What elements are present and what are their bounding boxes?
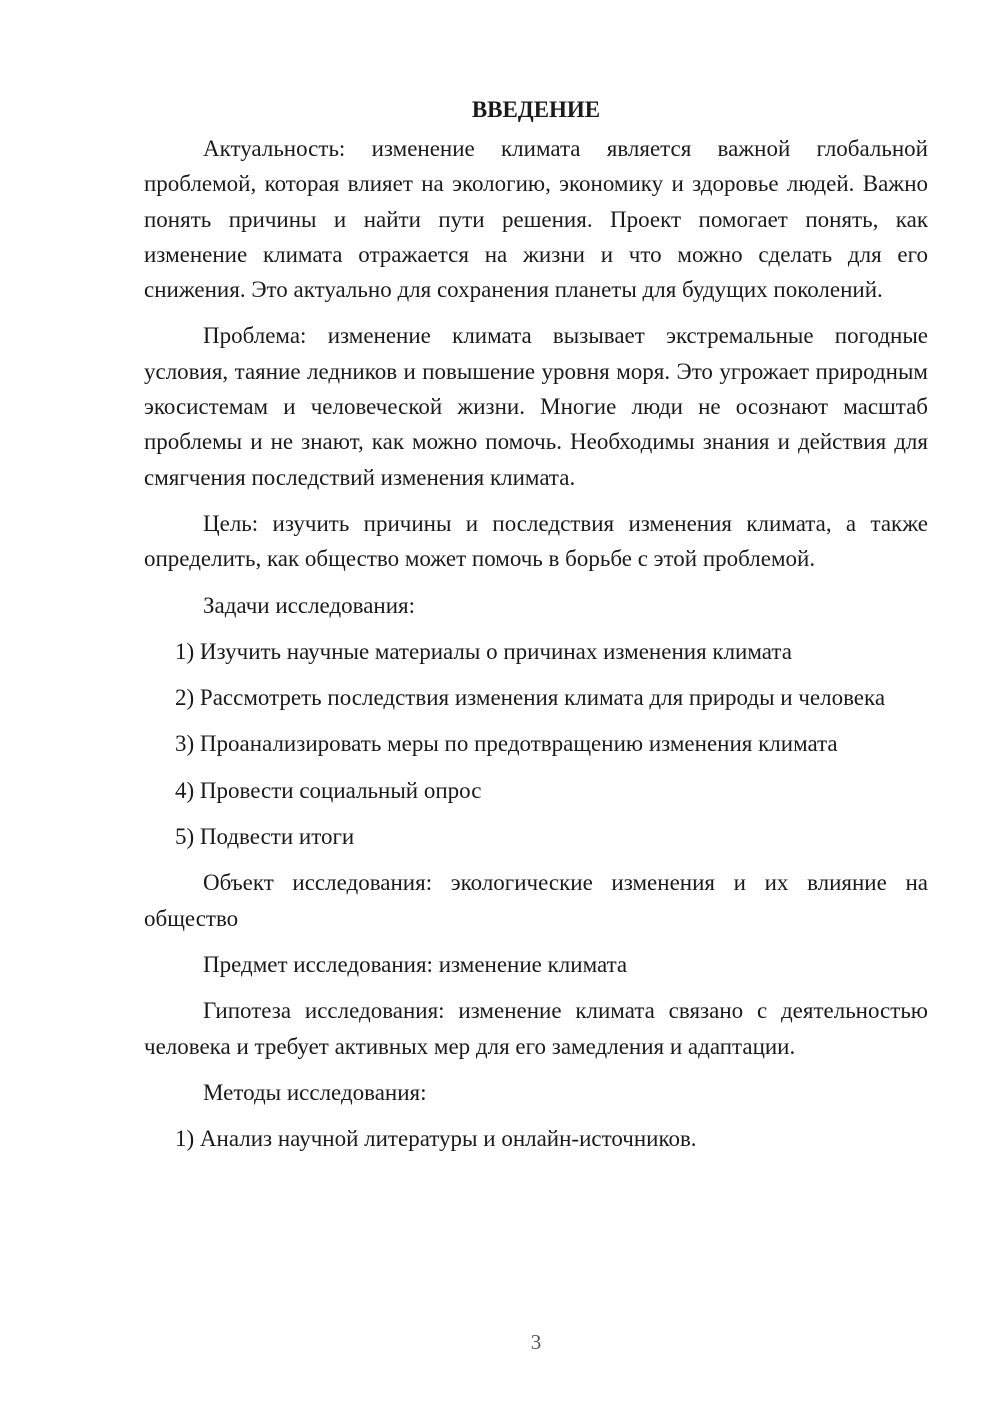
hypothesis-paragraph: Гипотеза исследования: изменение климата связано с деятельностью человека и требует активных мер для его замедления и адаптации. — [144, 998, 928, 1059]
task-item-1: 1) Изучить научные материалы о причинах изменения климата — [175, 638, 792, 664]
task-item-3: 3) Проанализировать меры по предотвращению изменения климата — [175, 731, 838, 757]
object-paragraph: Объект исследования: экологические изменения и их влияние на общество — [144, 870, 928, 931]
goal-paragraph: Цель: изучить причины и последствия изменения климата, а также определить, как общество может помочь в борьбе с этой проблемой. — [144, 510, 928, 572]
relevance-paragraph: Актуальность: изменение климата является важной глобальной проблемой, которая влияет на экологию, экономику и здоровье людей. Важно понять причины и найти пути решения. Проект помогает понять, как изменение климата отражается на жизни и что можно сделать для его снижения. Это актуально для сохранения планеты для будущих поколений. — [144, 136, 928, 303]
page-number: 3 — [530, 1330, 542, 1354]
methods-heading: Методы исследования: — [203, 1079, 427, 1105]
method-item-1: 1) Анализ научной литературы и онлайн-источников. — [175, 1126, 697, 1152]
task-item-5: 5) Подвести итоги — [175, 824, 355, 850]
tasks-heading: Задачи исследования: — [203, 592, 416, 618]
task-item-2: 2) Рассмотреть последствия изменения климата для природы и человека — [175, 685, 886, 711]
subject-paragraph: Предмет исследования: изменение климата — [203, 951, 628, 977]
page-content — [144, 92, 928, 1167]
task-item-4: 4) Провести социальный опрос — [175, 777, 482, 803]
problem-paragraph: Проблема: изменение климата вызывает экстремальные погодные условия, таяние ледников и повышение уровня моря. Это угрожает природным экосистемам и человеческой жизни. Многие люди не осознают масштаб проблемы и не знают, как можно помочь. Необходимы знания и действия для смягчения последствий изменения климата. — [144, 323, 928, 490]
section-title: ВВЕДЕНИЕ — [471, 97, 601, 122]
